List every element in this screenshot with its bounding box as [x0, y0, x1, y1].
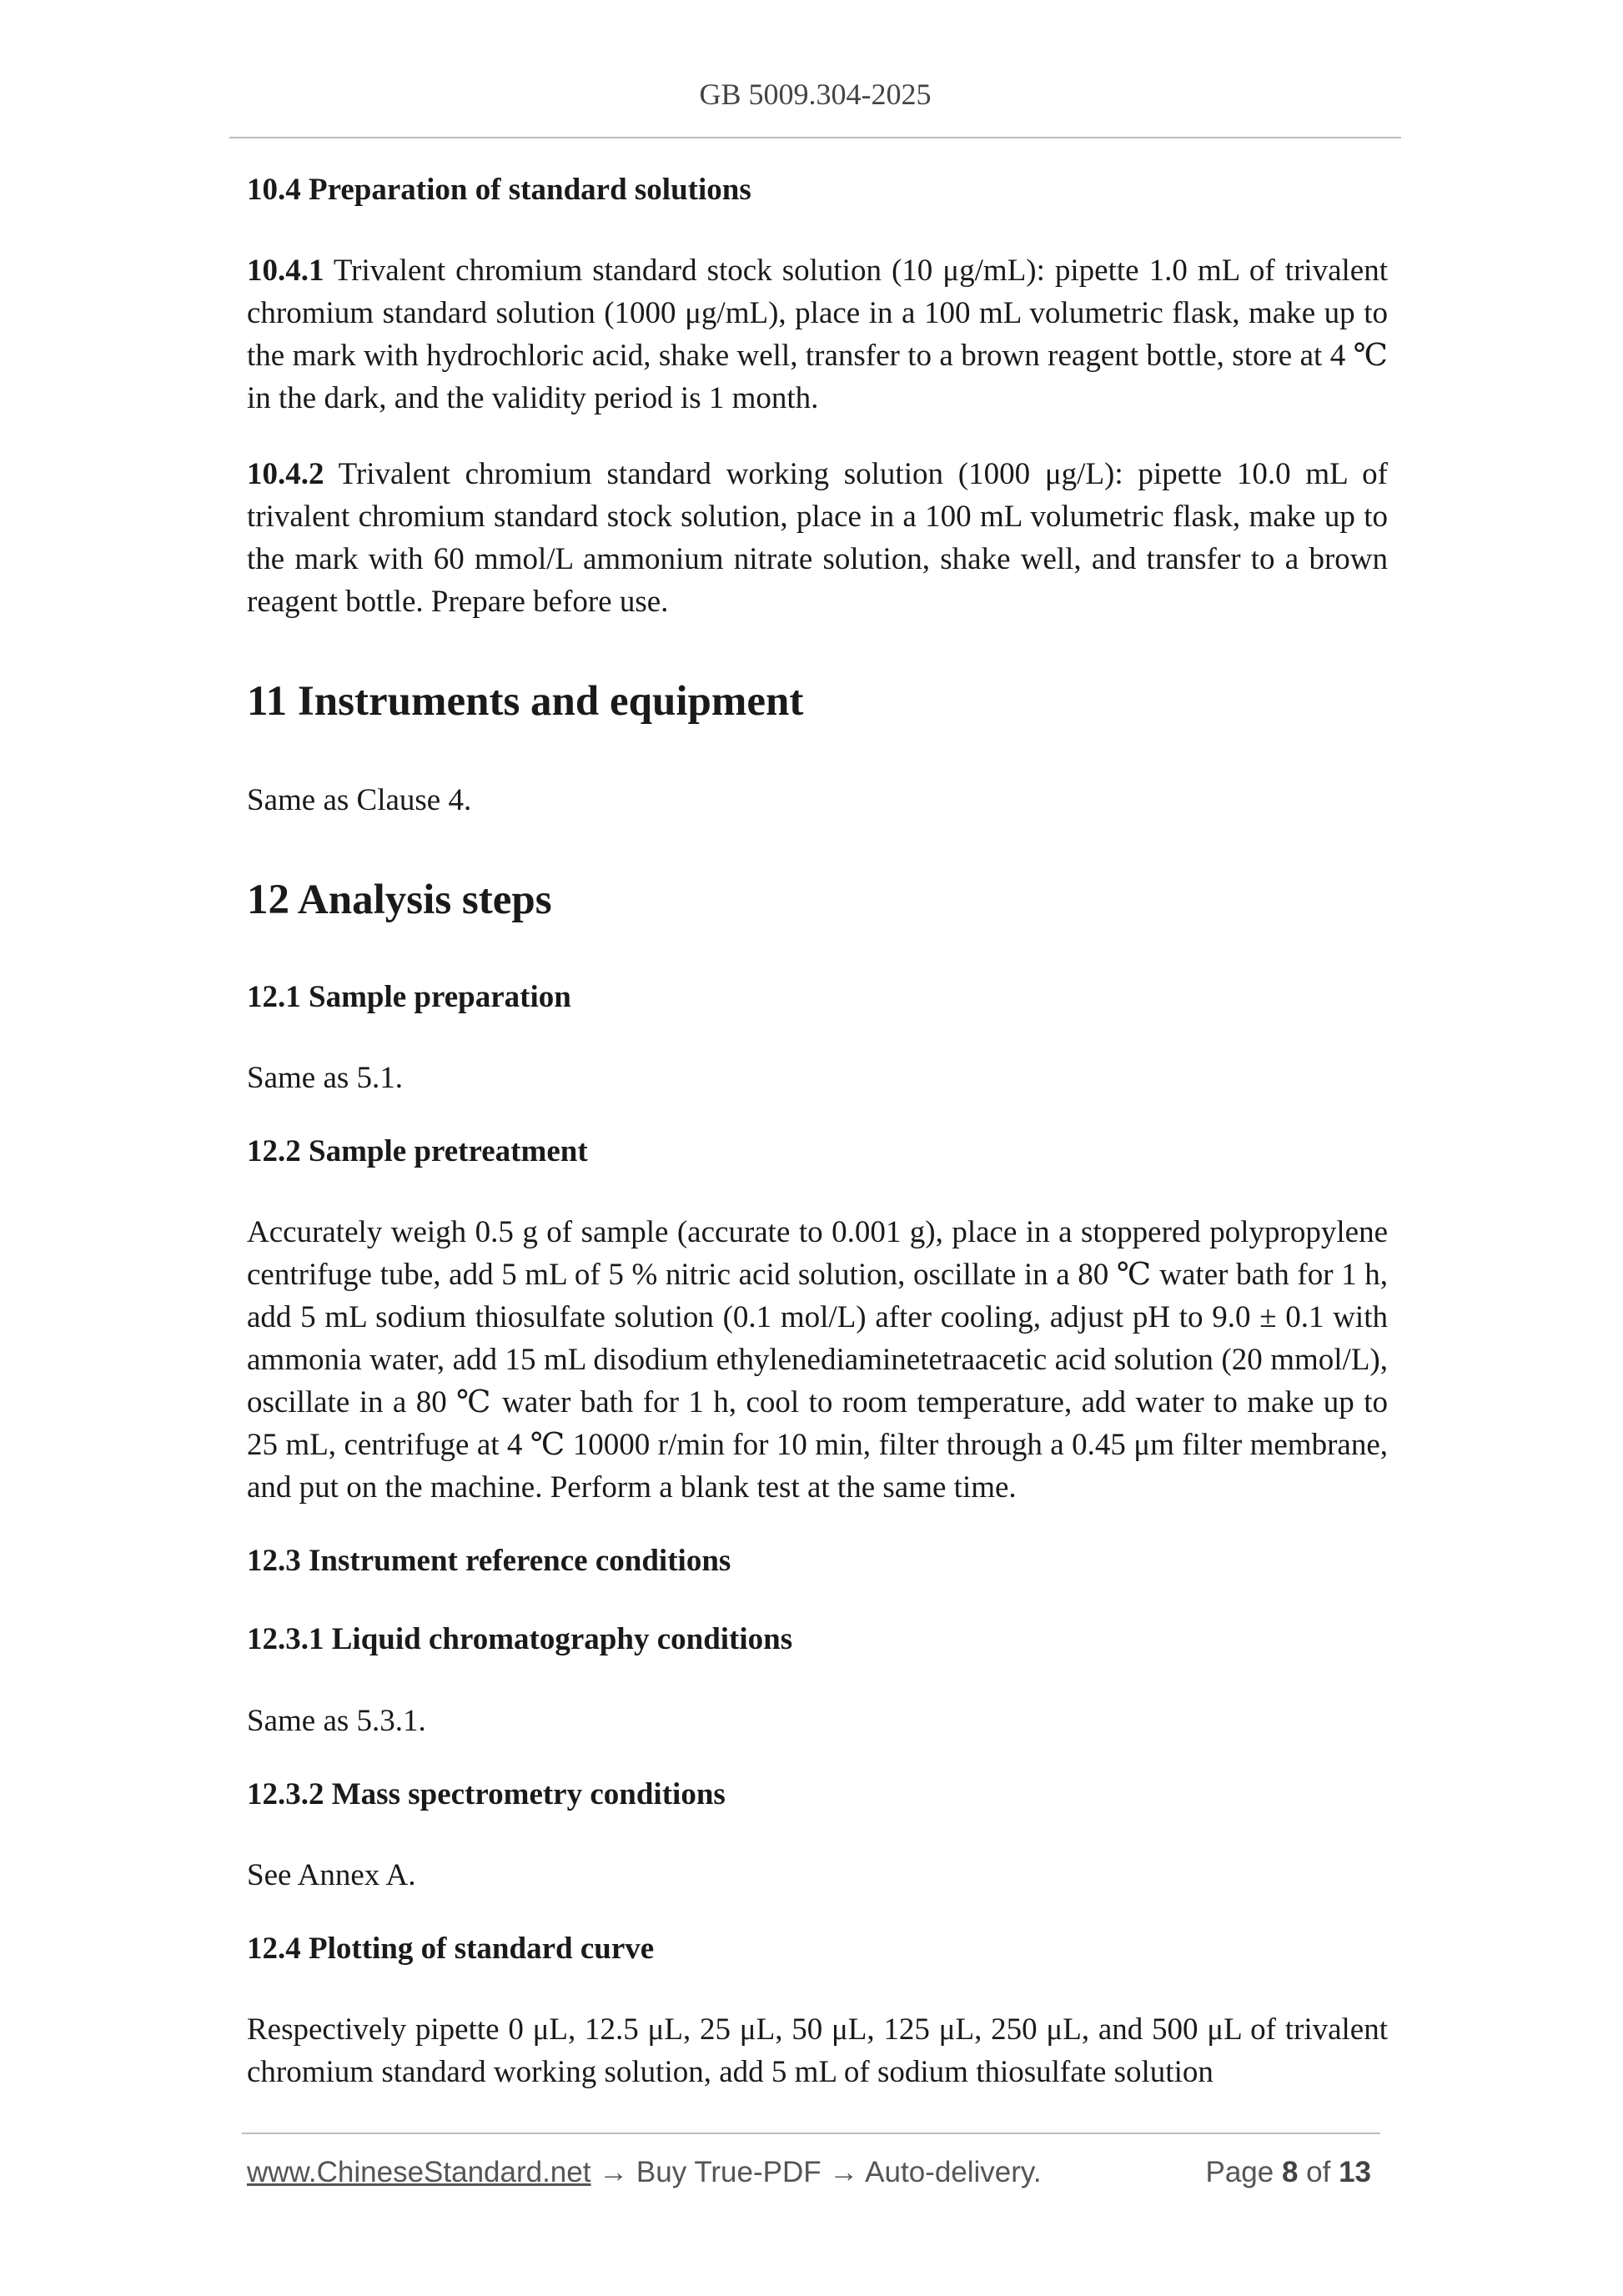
section-12-3-2-heading: 12.3.2 Mass spectrometry conditions [247, 1776, 726, 1811]
clause-text: Trivalent chromium standard stock solution (10 μg/mL): pipette 1.0 mL of trivalent chromium standard solution (1000 μg/mL), place in a 100 mL volumetric flask, make up to the mark with hydrochloric acid, shake well, transfer to a brown reagent bottle, store at 4 ℃ in the dark, and the validity period is 1 month. [247, 254, 1388, 416]
page-number: 8 [1281, 2156, 1299, 2188]
page-footer [247, 2156, 1381, 2189]
running-header: GB 5009.304-2025 [699, 78, 932, 111]
section-12-4-heading: 12.4 Plotting of standard curve [247, 1931, 655, 1966]
document-body [247, 171, 1388, 2127]
clause-text: Trivalent chromium standard working solution (1000 μg/L): pipette 10.0 mL of trivalent chromium standard stock solution, place in a 100 mL volumetric flask, make up to the mark with 60 mmol/L ammonium nitrate solution, shake well, and transfer to a brown reagent bottle. Prepare before use. [247, 457, 1388, 620]
header-divider [229, 137, 1401, 138]
page-label: Page [1205, 2156, 1282, 2188]
section-12-heading: 12 Analysis steps [247, 877, 552, 924]
clause-10-4-1 [247, 249, 1388, 420]
section-12-2-heading: 12.2 Sample pretreatment [247, 1133, 588, 1168]
section-11-text: Same as Clause 4. [247, 783, 472, 818]
section-12-3-heading: 12.3 Instrument reference conditions [247, 1544, 731, 1579]
page-total: 13 [1339, 2156, 1371, 2188]
section-12-3-1-heading: 12.3.1 Liquid chromatography conditions [247, 1622, 793, 1657]
section-10-4-heading: 10.4 Preparation of standard solutions [247, 173, 751, 207]
page-indicator [1205, 2156, 1371, 2189]
section-12-3-1-text: Same as 5.3.1. [247, 1703, 426, 1738]
section-12-1-heading: 12.1 Sample preparation [247, 979, 571, 1014]
website-link[interactable]: www.ChineseStandard.net [247, 2156, 591, 2188]
clause-number: 10.4.1 [247, 254, 324, 289]
footer-divider [242, 2133, 1380, 2134]
clause-number: 10.4.2 [247, 457, 324, 492]
of-label: of [1298, 2156, 1339, 2188]
section-12-4-text: Respectively pipette 0 μL, 12.5 μL, 25 μL, 50 μL, 125 μL, 250 μL, and 500 μL of trivalent chromium standard working solution, add 5 mL of sodium thiosulfate solution [247, 2012, 1388, 2090]
section-12-2-text: Accurately weigh 0.5 g of sample (accurate to 0.001 g), place in a stoppered polypropylene centrifuge tube, add 5 mL of 5 % nitric acid solution, oscillate in a 80 ℃ water bath for 1 h, add 5 mL sodium thiosulfate solution (0.1 mol/L) after cooling, adjust pH to 9.0 ± 0.1 with ammonia water, add 15 mL disodium ethylenediaminetetraacetic acid solution (20 mmol/L), oscillate in a 80 ℃ water bath for 1 h, cool to room temperature, add water to make up to 25 mL, centrifuge at 4 ℃ 10000 r/min for 10 min, filter through a 0.45 μm filter membrane, and put on the machine. Perform a blank test at the same time. [247, 1215, 1388, 1505]
section-12-3-2-text: See Annex A. [247, 1857, 416, 1892]
clause-10-4-2 [247, 453, 1388, 623]
section-12-1-text: Same as 5.1. [247, 1060, 404, 1095]
section-11-heading: 11 Instruments and equipment [247, 678, 804, 726]
footer-tagline: → Buy True-PDF → Auto-delivery. [590, 2156, 1042, 2188]
